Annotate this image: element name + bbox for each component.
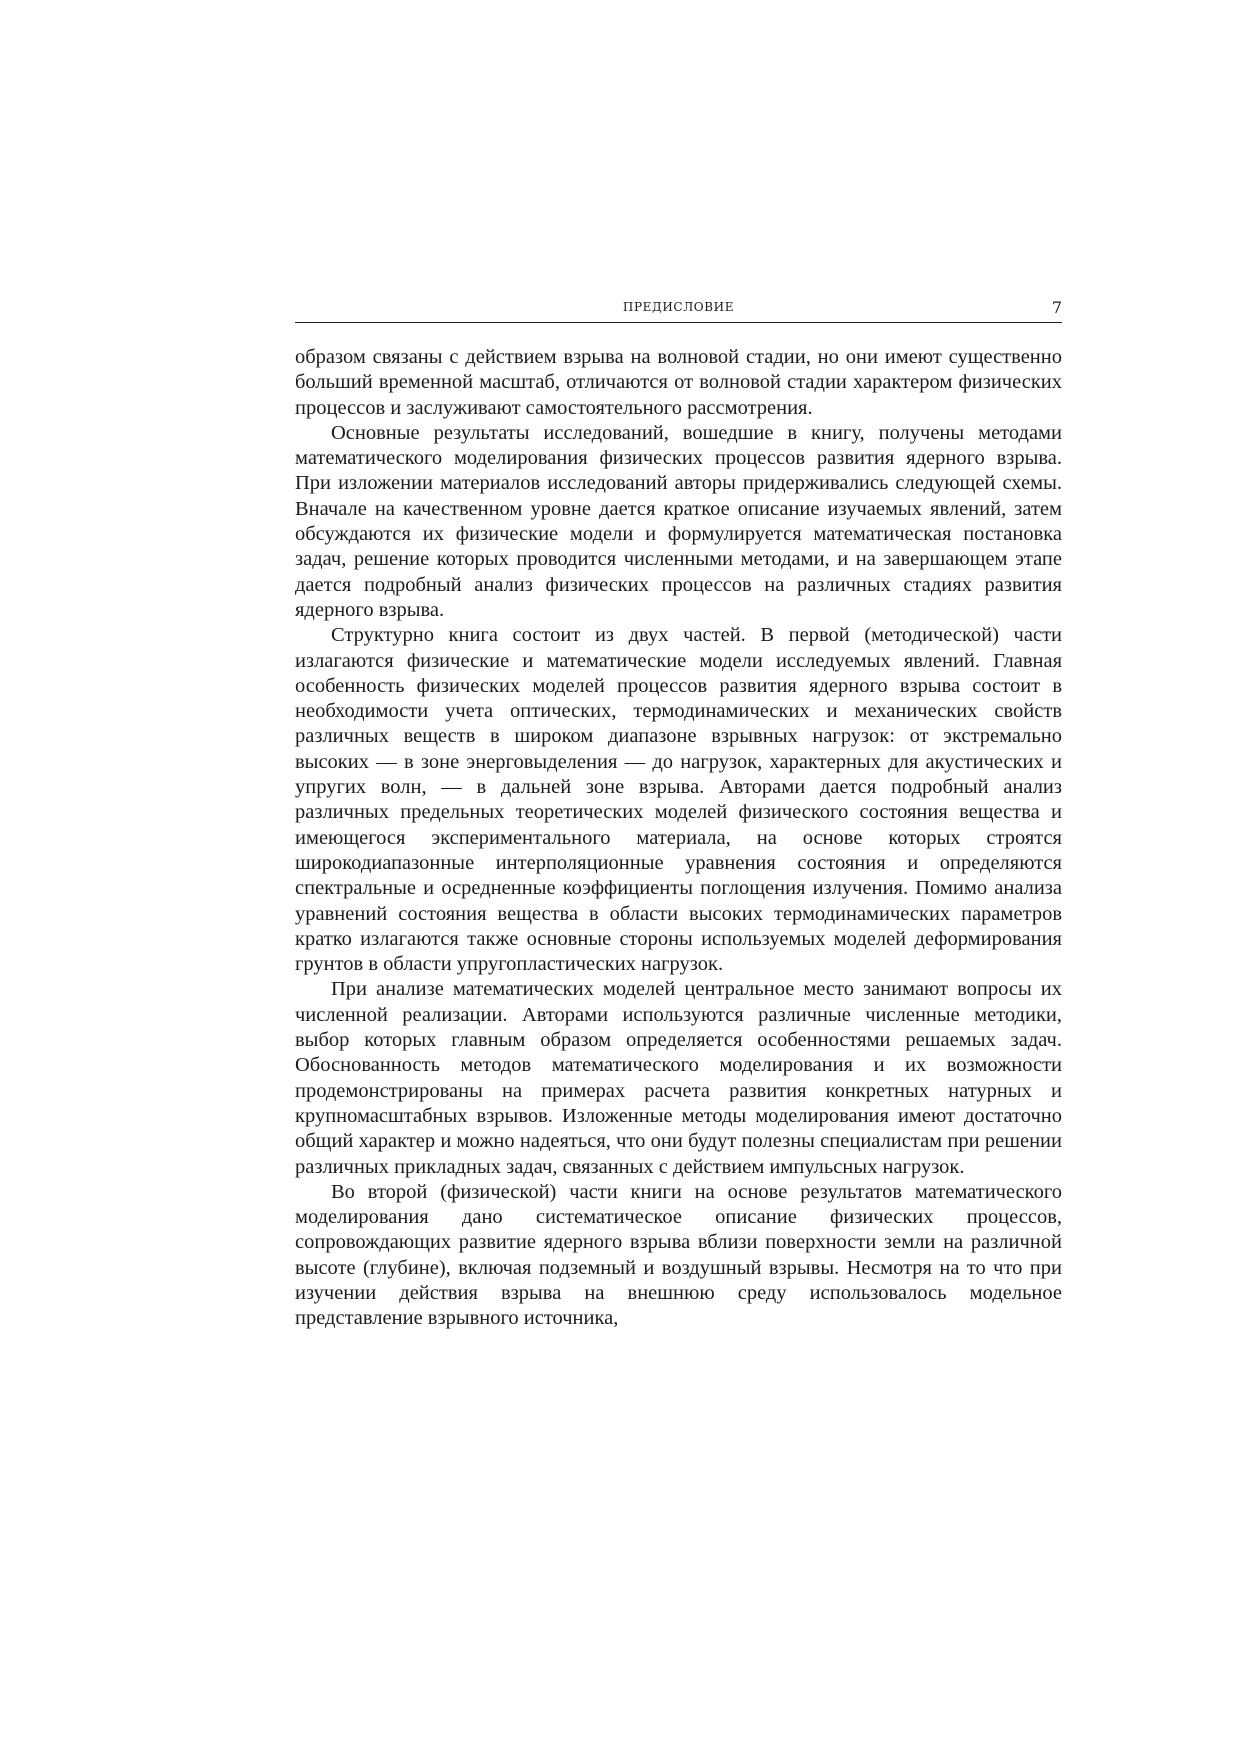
paragraph-continuation: образом связаны с действием взрыва на волновой стадии, но они имеют существенно больший временной масштаб, отличаются от волновой стадии характером физических процессов и заслуживают самостоятельного рассмотрения. xyxy=(295,346,1062,419)
page-number: 7 xyxy=(1051,298,1062,317)
main-text xyxy=(295,345,1062,1332)
paragraph: Структурно книга состоит из двух частей. В первой (методической) части излагаются физические и математические модели исследуемых явлений. Главная особенность физических моделей процессов развития ядерного взрыва состоит в необходимости учета оптических, термодинамических и механических свойств различных веществ в широком диапазоне взрывных нагрузок: от экстремально высоких — в зоне энерговыделения — до нагрузок, характерных для акустических и упругих волн, — в дальней зоне взрыва. Авторами дается подробный анализ различных предельных теоретических моделей физического состояния вещества и имеющегося экспериментального материала, на основе которых строятся широкодиапазонные интерполяционные уравнения состояния и определяются спектральные и осредненные коэффициенты поглощения излучения. Помимо анализа уравнений состояния вещества в области высоких термодинамических параметров кратко излагаются также основные стороны используемых моделей деформирования грунтов в области упругопластических нагрузок. xyxy=(295,624,1062,976)
paragraph: При анализе математических моделей центральное место занимают вопросы их численной реализации. Авторами используются различные численные методики, выбор которых главным образом определяется особенностями решаемых задач. Обоснованность методов математического моделирования и их возможности продемонстрированы на примерах расчета развития конкретных натурных и крупномасштабных взрывов. Изложенные методы моделирования имеют достаточно общий характер и можно надеяться, что они будут полезны специалистам при решении различных прикладных задач, связанных с действием импульсных нагрузок. xyxy=(295,978,1062,1178)
paragraph: Во второй (физической) части книги на основе результатов математического моделирования дано систематическое описание физических процессов, сопровождающих развитие ядерного взрыва вблизи поверхности земли на различной высоте (глубине), включая подземный и воздушный взрывы. Несмотря на то что при изучении действия взрыва на внешнюю среду использовалось модельное представление взрывного источника, xyxy=(295,1180,1062,1330)
paragraph: Основные результаты исследований, вошедшие в книгу, получены методами математического моделирования физических процессов развития ядерного взрыва. При изложении материалов исследований авторы придерживались следующей схемы. Вначале на качественном уровне дается краткое описание изучаемых явлений, затем обсуждаются их физические модели и формулируется математическая постановка задач, решение которых проводится численными методами, и на завершающем этапе дается подробный анализ физических процессов на различных стадиях развития ядерного взрыва. xyxy=(295,421,1062,621)
page-header xyxy=(295,300,1062,323)
running-title: ПРЕДИСЛОВИЕ xyxy=(622,300,735,314)
